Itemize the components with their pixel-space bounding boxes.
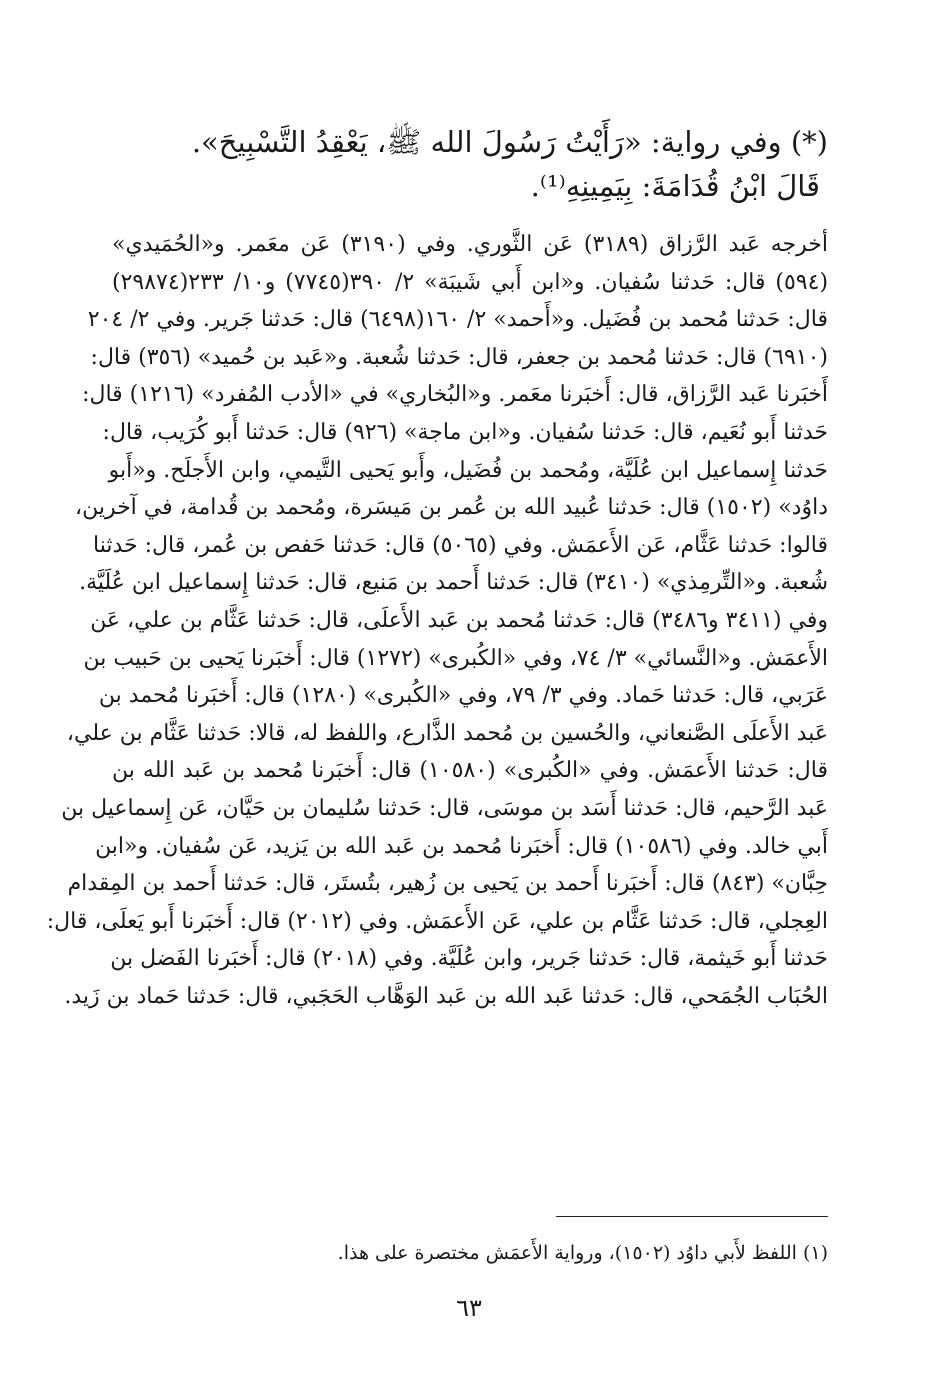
text-line: (٥٩٤) قال: حَدثنا سُفيان. و«ابن أَبي شَيبَة» ٢/ ٣٩٠(٧٧٤٥) و١٠/ ٢٣٣(٢٩٨٧٤)	[112, 269, 829, 295]
text-line: شُعبة. و«التِّرمِذي» (٣٤١٠) قال: حَدثنا أَحمد بن مَنيع، قال: حَدثنا إِسماعيل ابن عُلَيَّة.	[79, 570, 828, 596]
footnote-divider	[556, 1216, 828, 1217]
text-line: وفي (٣٤١١ و٣٤٨٦) قال: حَدثنا مُحمد بن عَبد الأَعلَى، قال: حَدثنا عَثَّام بن علي، عَن	[90, 607, 828, 633]
text-line: قال: حَدثنا مُحمد بن فُضَيل. و«أَحمد» ٢/ ١٦٠(٦٤٩٨) قال: حَدثنا جَرير. وفي ٢/ ٢٠٤	[87, 307, 828, 333]
text-line: أَبي خالد. وفي (١٠٥٨٦) قال: أَخبَرنا مُحمد بن عَبد الله بن يَزيد، عَن سُفيان. و«ابن	[95, 833, 828, 859]
text-line: قال: حَدثنا الأَعمَش. وفي «الكُبرى» (١٠٥٨٠) قال: أَخبَرنا مُحمد بن عَبد الله بن	[112, 758, 829, 784]
text-line: الأَعمَش. و«النَّسائي» ٣/ ٧٤، وفي «الكُبرى» (١٢٧٢) قال: أَخبَرنا يَحيى بن حَبيب بن	[83, 645, 828, 671]
takhrij-paragraph	[46, 226, 829, 1015]
text-line: عَبد الأَعلَى الصَّنعاني، والحُسين بن مُحمد الذَّارع، واللفظ له، قالا: حَدثنا عَثَّام بن علي،	[66, 720, 828, 746]
text-line: حَدثنا أَبو خَيثمة، قال: حَدثنا جَرير، وابن عُلَيَّة. وفي (٢٠١٨) قال: أَخبَرنا الفَضل بن	[110, 946, 828, 972]
footnote: (١) اللفظ لأَبي داوُد (١٥٠٢)، ورواية الأَعمَش مختصرة على هذا.	[337, 1242, 828, 1264]
text-line: حَدثنا إِسماعيل ابن عُلَيَّة، ومُحمد بن فُضَيل، وأَبو يَحيى التَّيمي، وابن الأَجلَح. و«أَبو	[108, 457, 828, 483]
text-line: (٦٩١٠) قال: حَدثنا مُحمد بن جعفر، قال: حَدثنا شُعبة. و«عَبد بن حُميد» (٣٥٦) قال:	[90, 344, 828, 370]
text-line: العِجلي، قال: حَدثنا عَثَّام بن علي، عَن الأَعمَش. وفي (٢٠١٢) قال: أَخبَرنا أَبو يَعلَى، قال:	[46, 908, 828, 934]
text-line: عَبد الرَّحيم، قال: حَدثنا أَسَد بن موسَى، قال: حَدثنا سُليمان بن حَيَّان، عَن إِسماعيل بن	[61, 795, 828, 821]
text-line: أخرجه عَبد الرَّزاق (٣١٨٩) عَن الثَّوري. وفي (٣١٩٠) عَن معَمر. و«الحُمَيدي»	[112, 232, 828, 257]
text-line: داوُد» (١٥٠٢) قال: حَدثنا عُبيد الله بن عُمر بن مَيسَرة، ومُحمد بن قُدامة، في آخرين،	[74, 495, 828, 521]
text-line: حَدثنا أَبو نُعَيم، قال: حَدثنا سُفيان. و«ابن ماجة» (٩٢٦) قال: حَدثنا أَبو كُرَيب، قال:	[102, 419, 828, 445]
text-line: عَرَبي، قال: حَدثنا حَماد. وفي ٣/ ٧٩، وفي «الكُبرى» (١٢٨٠) قال: أَخبَرنا مُحمد بن	[98, 683, 828, 709]
hadith-line-2: قَالَ ابْنُ قُدَامَةَ: بِيَمِينِهِ⁽¹⁾.	[530, 169, 820, 203]
hadith-line-1: (*) وفي رواية: «رَأَيْتُ رَسُولَ الله ﷺ، يَعْقِدُ التَّسْبِيحَ».	[191, 125, 828, 159]
page-number: ٦٣	[456, 1294, 482, 1322]
text-line: حِبَّان» (٨٤٣) قال: أَخبَرنا أَحمد بن يَحيى بن زُهير، بتُستَر، قال: حَدثنا أَحمد بن المِقدام	[67, 871, 828, 897]
text-line: أَخبَرنا عَبد الرَّزاق، قال: أَخبَرنا معَمر. و«البُخاري» في «الأدب المُفرد» (١٢١٦) قال:	[82, 382, 828, 408]
text-line: الحُبَاب الجُمَحي، قال: حَدثنا عَبد الله بن عَبد الوَهَّاب الحَجَبي، قال: حَدثنا حَماد بن زَيد.	[64, 983, 828, 1009]
text-line: قالوا: حَدثنا عَثَّام، عَن الأَعمَش. وفي (٥٠٦٥) قال: حَدثنا حَفص بن عُمر، قال: حَدثنا	[93, 532, 828, 558]
